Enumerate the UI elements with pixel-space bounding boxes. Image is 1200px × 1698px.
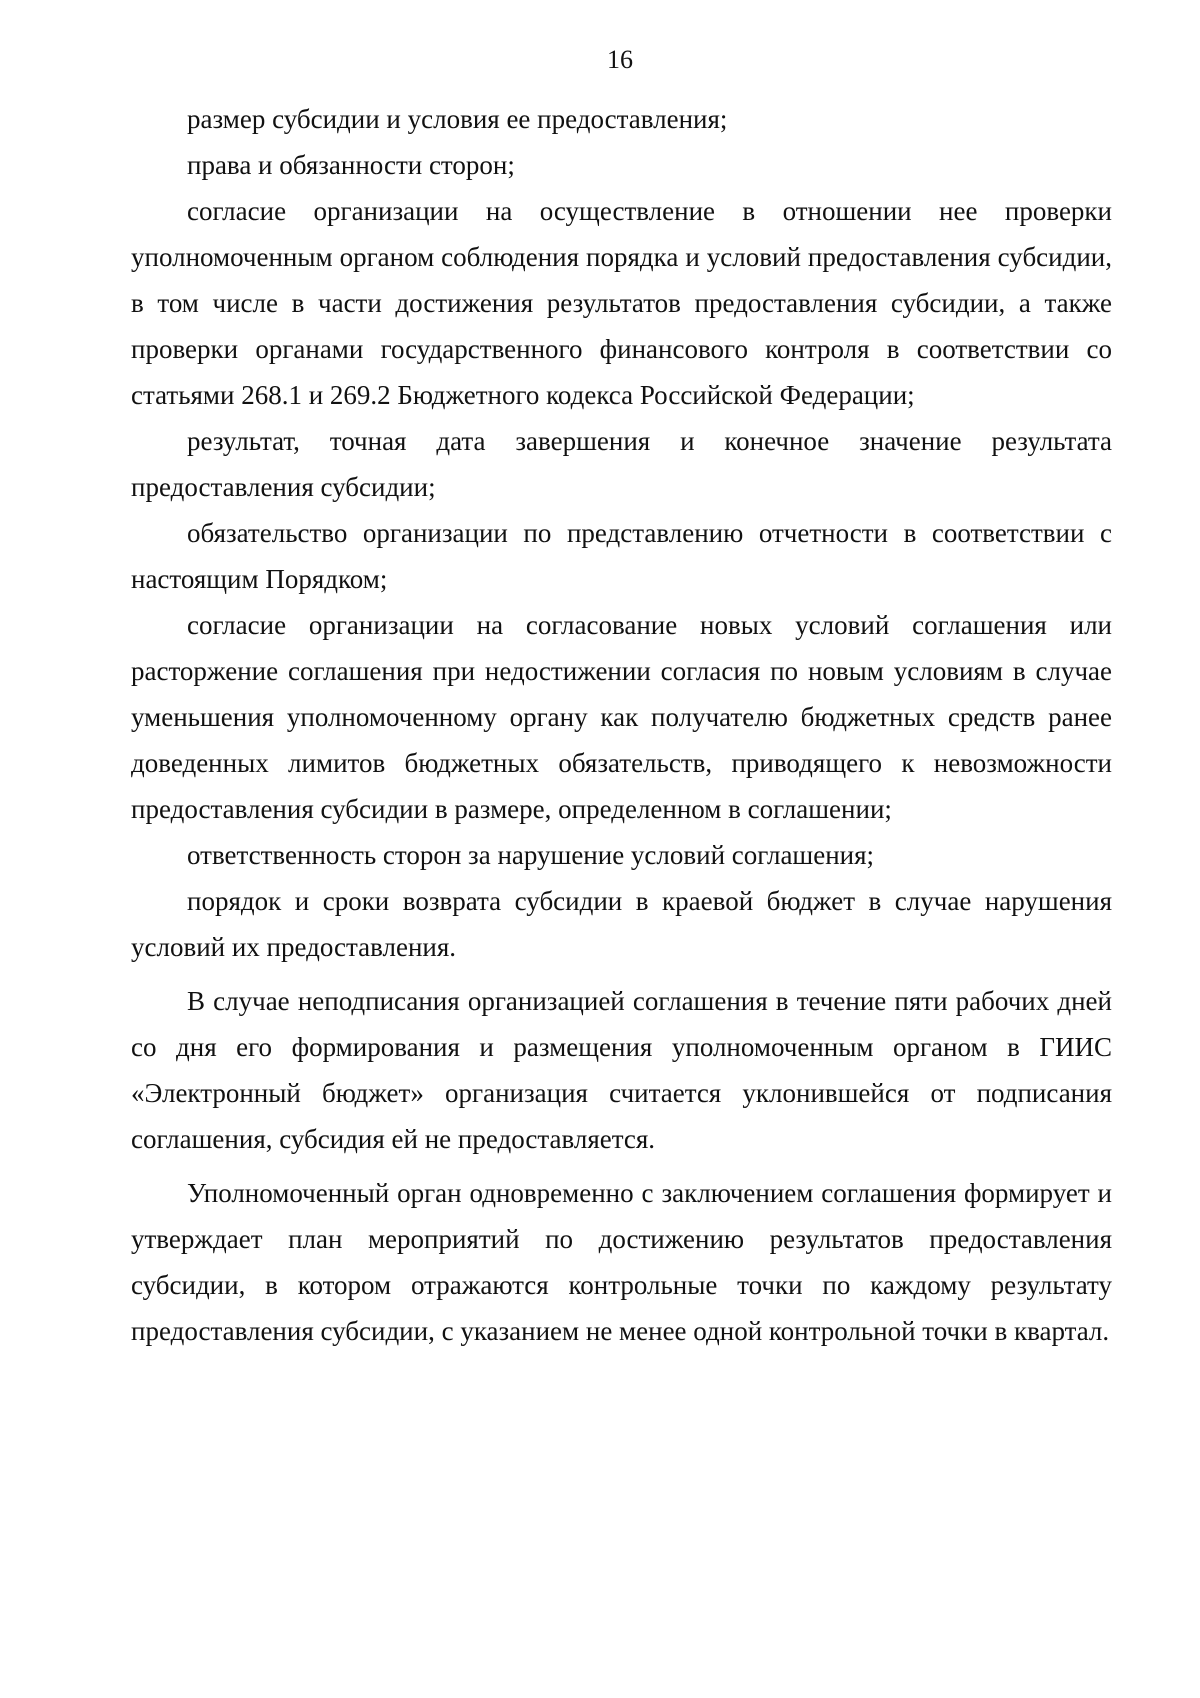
- paragraph-reporting-obligation: обязательство организации по представлению отчетности в соответствии с настоящим Порядком;: [131, 518, 1112, 594]
- paragraph-consent-new-terms: согласие организации на согласование новых условий соглашения или расторжение соглашения при недостижении согласия по новым условиям в случае уменьшения уполномоченному органу как получателю бюджетных средств ранее доведенных лимитов бюджетных обязательств, приводящего к невозможности предоставления субсидии в размере, определенном в соглашении;: [131, 610, 1112, 824]
- paragraph-liability: ответственность сторон за нарушение условий соглашения;: [187, 840, 875, 870]
- paragraph-action-plan: Уполномоченный орган одновременно с заключением соглашения формирует и утверждает план мероприятий по достижению результатов предоставления субсидии, в котором отражаются контрольные точки по каждому результату предоставления субсидии, с указанием не менее одной контрольной точки в квартал.: [131, 1178, 1112, 1346]
- paragraph-refund-procedure: порядок и сроки возврата субсидии в краевой бюджет в случае нарушения условий их предоставления.: [131, 886, 1112, 962]
- paragraph-consent-inspection: согласие организации на осуществление в отношении нее проверки уполномоченным органом соблюдения порядка и условий предоставления субсидии, в том числе в части достижения результатов предоставления субсидии, а также проверки органами государственного финансового контроля в соответствии со статьями 268.1 и 269.2 Бюджетного кодекса Российской Федерации;: [131, 196, 1112, 410]
- paragraph-non-signing: В случае неподписания организацией соглашения в течение пяти рабочих дней со дня его формирования и размещения уполномоченным органом в ГИИС «Электронный бюджет» организация считается уклонившейся от подписания соглашения, субсидия ей не предоставляется.: [131, 986, 1112, 1154]
- page-number: 16: [607, 45, 633, 74]
- paragraph-result-date: результат, точная дата завершения и конечное значение результата предоставления субсидии;: [131, 426, 1112, 502]
- paragraph-rights-obligations: права и обязанности сторон;: [187, 150, 515, 180]
- paragraph-subsidy-size: размер субсидии и условия ее предоставления;: [187, 104, 728, 134]
- document-body: [131, 96, 1112, 1354]
